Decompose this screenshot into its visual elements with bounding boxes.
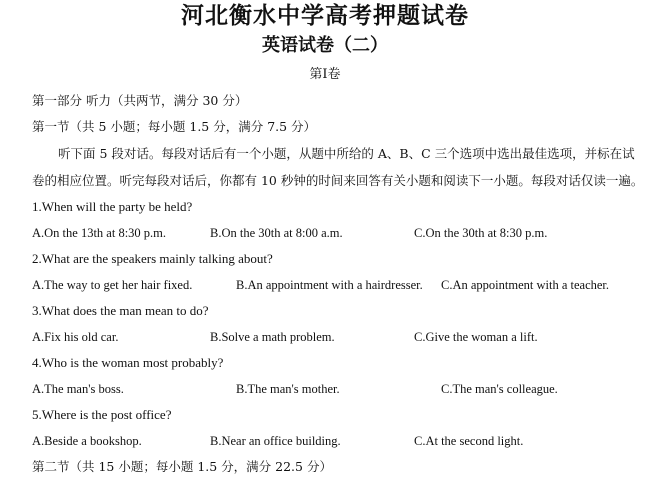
q4-option-b: B.The man's mother. (236, 382, 340, 396)
section-heading: 第一节（共 5 小题；每小题 1.5 分，满分 7.5 分） (32, 119, 317, 134)
instructions-line-1: 听下面 5 段对话。每段对话后有一个小题，从题中所给的 A、B、C 三个选项中选出最佳选项，并标在试 (58, 146, 635, 161)
exam-subtitle: 英语试卷（二） (262, 35, 388, 56)
volume-label: 第Ⅰ卷 (309, 67, 341, 82)
q1-option-c: C.On the 30th at 8:30 p.m. (414, 226, 548, 240)
part-heading: 第一部分 听力（共两节，满分 30 分） (32, 93, 248, 108)
q3-option-a: A.Fix his old car. (32, 330, 119, 344)
q1-option-a: A.On the 13th at 8:30 p.m. (32, 226, 167, 240)
q2-option-b: B.An appointment with a hairdresser. (236, 278, 423, 292)
q5-option-a: A.Beside a bookshop. (32, 434, 142, 448)
question-5: 5.Where is the post office? (32, 407, 172, 422)
q5-option-c: C.At the second light. (414, 434, 524, 448)
q3-option-c: C.Give the woman a lift. (414, 330, 538, 344)
question-3: 3.What does the man mean to do? (32, 303, 209, 318)
q4-option-c: C.The man's colleague. (441, 382, 558, 396)
question-1: 1.When will the party be held? (32, 199, 193, 214)
q1-option-b: B.On the 30th at 8:00 a.m. (210, 226, 343, 240)
section-2-heading: 第二节（共 15 小题；每小题 1.5 分，满分 22.5 分） (32, 459, 332, 474)
q3-option-b: B.Solve a math problem. (210, 330, 335, 344)
q5-option-b: B.Near an office building. (210, 434, 341, 448)
q4-option-a: A.The man's boss. (32, 382, 124, 396)
instructions-line-2: 卷的相应位置。听完每段对话后，你都有 10 秒钟的时间来回答有关小题和阅读下一小题。每段对话仅读一遍。 (32, 173, 644, 188)
question-2: 2.What are the speakers mainly talking about? (32, 251, 273, 266)
q2-option-c: C.An appointment with a teacher. (441, 278, 610, 292)
question-4: 4.Who is the woman most probably? (32, 355, 224, 370)
q2-option-a: A.The way to get her hair fixed. (32, 278, 193, 292)
exam-title: 河北衡水中学高考押题试卷 (181, 2, 469, 29)
